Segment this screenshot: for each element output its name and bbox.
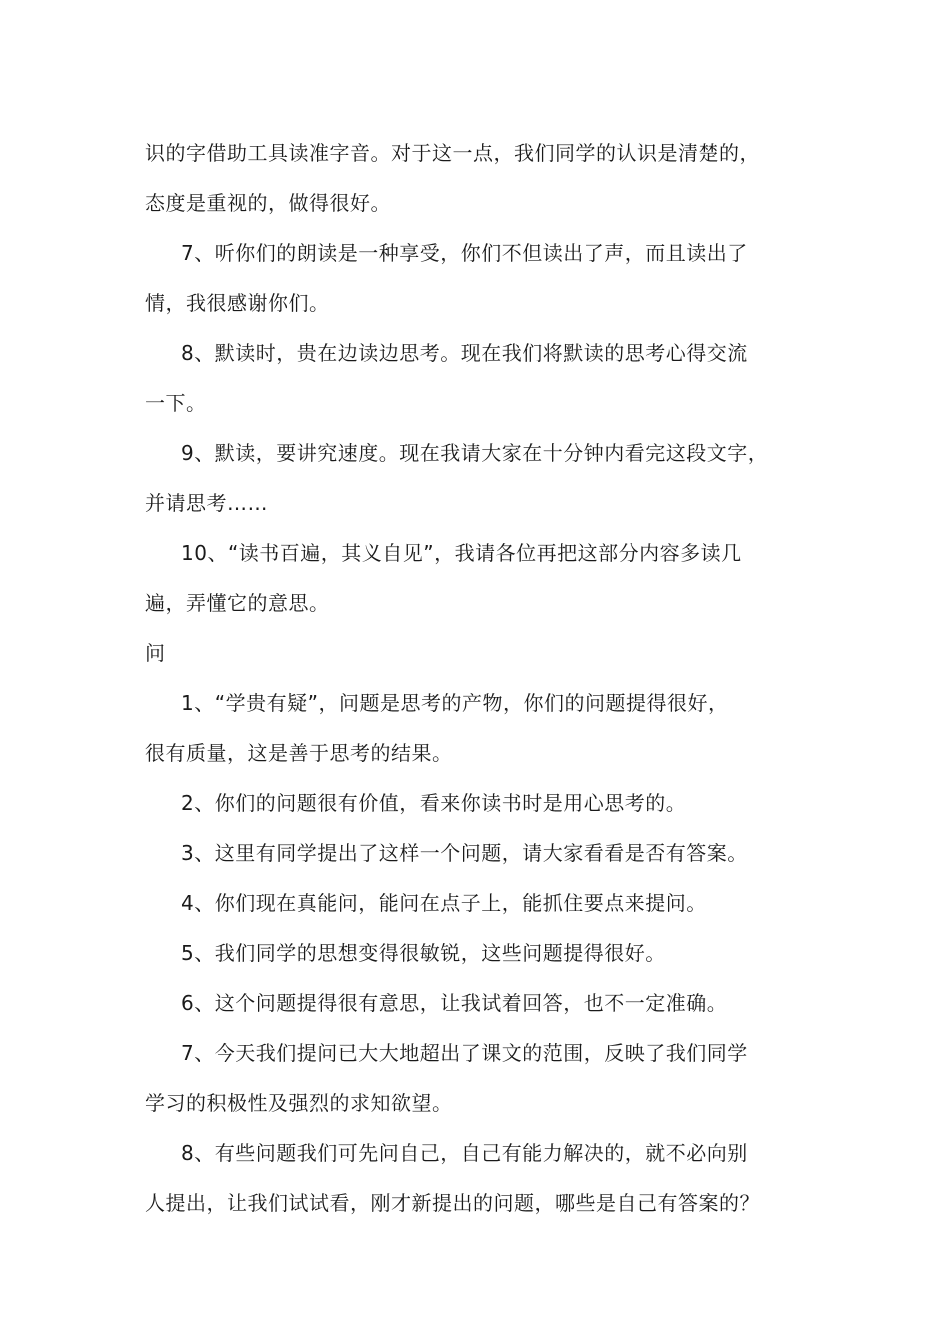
text-line: 3、这里有同学提出了这样一个问题，请大家看看是否有答案。 bbox=[181, 841, 748, 865]
text-line: 很有质量，这是善于思考的结果。 bbox=[145, 741, 453, 765]
text-line: 9、默读，要讲究速度。现在我请大家在十分钟内看完这段文字， bbox=[181, 441, 769, 465]
text-line: 8、默读时，贵在边读边思考。现在我们将默读的思考心得交流 bbox=[181, 341, 748, 365]
text-line: 1、“学贵有疑”，问题是思考的产物，你们的问题提得很好， bbox=[181, 691, 729, 715]
text-line: 10、“读书百遍，其义自见”，我请各位再把这部分内容多读几 bbox=[181, 541, 742, 565]
text-line: 遍，弄懂它的意思。 bbox=[145, 591, 330, 615]
text-line: 5、我们同学的思想变得很敏锐，这些问题提得很好。 bbox=[181, 941, 666, 965]
text-line: 识的字借助工具读准字音。对于这一点，我们同学的认识是清楚的， bbox=[145, 141, 760, 165]
text-line: 态度是重视的，做得很好。 bbox=[145, 191, 391, 215]
text-line: 情，我很感谢你们。 bbox=[145, 291, 330, 315]
text-line: 7、今天我们提问已大大地超出了课文的范围，反映了我们同学 bbox=[181, 1041, 748, 1065]
text-line: 7、听你们的朗读是一种享受，你们不但读出了声，而且读出了 bbox=[181, 241, 748, 265]
text-line: 并请思考…… bbox=[145, 491, 268, 515]
text-line: 一下。 bbox=[145, 391, 207, 415]
text-line: 6、这个问题提得很有意思，让我试着回答，也不一定准确。 bbox=[181, 991, 728, 1015]
text-line: 学习的积极性及强烈的求知欲望。 bbox=[145, 1091, 453, 1115]
text-line: 8、有些问题我们可先问自己，自己有能力解决的，就不必向别 bbox=[181, 1141, 748, 1165]
section-heading: 问 bbox=[145, 641, 166, 665]
text-line: 4、你们现在真能问，能问在点子上，能抓住要点来提问。 bbox=[181, 891, 707, 915]
text-line: 2、你们的问题很有价值，看来你读书时是用心思考的。 bbox=[181, 791, 687, 815]
text-line: 人提出，让我们试试看，刚才新提出的问题，哪些是自己有答案的？ bbox=[145, 1191, 760, 1215]
document-body bbox=[145, 128, 810, 1228]
